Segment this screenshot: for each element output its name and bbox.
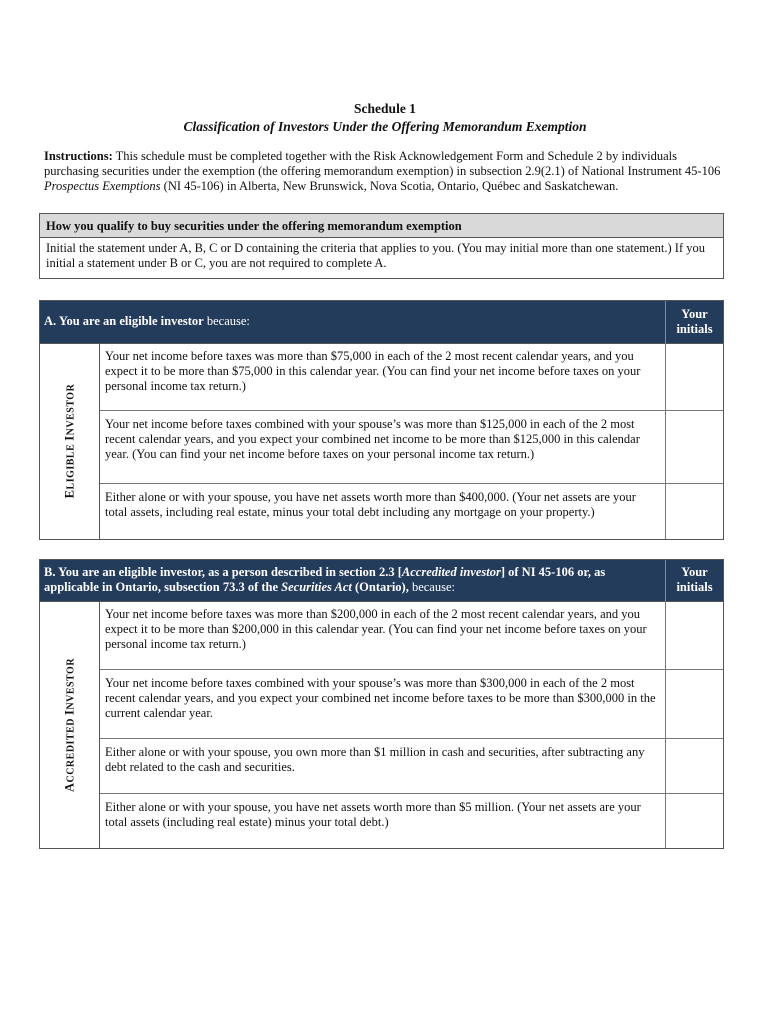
section-a-heading-normal: because: [203, 314, 250, 328]
section-b-row-2 [100, 670, 723, 739]
instructions-label: Instructions: [44, 149, 113, 163]
initials-field[interactable] [665, 343, 723, 410]
instructions [44, 149, 724, 194]
section-b-initials-header: Your initials [665, 560, 723, 601]
section-a-row-3 [100, 484, 723, 539]
qualify-body: Initial the statement under A, B, C or D containing the criteria that applies to you. (You may initial more than one statement.) If you initial a statement under B or C, you are not required to complete A. [46, 241, 705, 270]
initials-field[interactable] [665, 670, 723, 738]
qualify-heading: How you qualify to buy securities under the offering memorandum exemption [40, 214, 723, 238]
criterion-text: Your net income before taxes combined with your spouse’s was more than $300,000 in each of the 2 most recent calendar years, and you expect your combined net income before taxes to be more than $300,000 in the current calendar year. [105, 676, 656, 720]
instructions-italic: Prospectus Exemptions [44, 179, 161, 193]
initials-field[interactable] [665, 411, 723, 483]
section-b-heading: B. You are an eligible investor, as a person described in section 2.3 [Accredited investor] of NI 45-106 or, as applicable in Ontario, subsection 73.3 of the Securities Act (Ontario), because: [44, 565, 606, 594]
initials-field[interactable] [665, 739, 723, 793]
section-b-row-1 [100, 601, 723, 670]
schedule-title: Schedule 1 [354, 101, 416, 116]
section-a-initials-header: Your initials [665, 301, 723, 343]
section-a-row-2 [100, 411, 723, 484]
criterion-text: Your net income before taxes was more than $200,000 in each of the 2 most recent calendar years, and you expect it to be more than $200,000 in this calendar year. (You can find your net income before taxes on your personal income tax return.) [105, 607, 647, 651]
section-b [39, 559, 724, 849]
criterion-text: Either alone or with your spouse, you have net assets worth more than $5 million. (Your net assets are your total assets (including real estate) minus your total debt.) [105, 800, 641, 829]
accredited-investor-label: ACCREDITED INVESTOR [62, 657, 77, 792]
initials-field[interactable] [665, 794, 723, 848]
qualify-box [39, 213, 724, 279]
criterion-text: Either alone or with your spouse, you have net assets worth more than $400,000. (Your net assets are your total assets, including real estate, minus your total debt including any mortgage on your property.) [105, 490, 636, 519]
section-b-row-4 [100, 794, 723, 848]
instructions-text-1: This schedule must be completed together with the Risk Acknowledgement Form and Schedule 2 by individuals purchasing securities under the exemption (the offering memorandum exemption) in subsection 2.9(2.1) of National Instrument 45-106 [44, 149, 721, 178]
criterion-text: Your net income before taxes combined with your spouse’s was more than $125,000 in each of the 2 most recent calendar years, and you expect your combined net income to be more than $125,000 in this calendar year. (You can find your net income before taxes on your personal income tax return.) [105, 417, 640, 461]
section-a [39, 300, 724, 540]
section-a-row-1 [100, 343, 723, 411]
instructions-text-2: (NI 45-106) in Alberta, New Brunswick, Nova Scotia, Ontario, Québec and Saskatchewan. [160, 179, 619, 193]
eligible-investor-label: ELIGIBLE INVESTOR [62, 383, 77, 499]
section-a-heading-bold: A. You are an eligible investor [44, 314, 204, 328]
section-a-header [40, 301, 723, 344]
initials-field[interactable] [665, 484, 723, 539]
section-b-side [40, 601, 100, 848]
schedule-subtitle: Classification of Investors Under the Offering Memorandum Exemption [183, 119, 587, 134]
section-a-heading [44, 314, 250, 329]
criterion-text: Either alone or with your spouse, you own more than $1 million in cash and securities, after subtracting any debt related to the cash and securities. [105, 745, 645, 774]
section-a-side [40, 343, 100, 539]
section-b-row-3 [100, 739, 723, 794]
initials-field[interactable] [665, 601, 723, 669]
section-b-header [40, 560, 723, 602]
criterion-text: Your net income before taxes was more than $75,000 in each of the 2 most recent calendar years, and you expect it to be more than $75,000 in this calendar year. (You can find your net income before taxes on your personal income tax return.) [105, 349, 641, 393]
